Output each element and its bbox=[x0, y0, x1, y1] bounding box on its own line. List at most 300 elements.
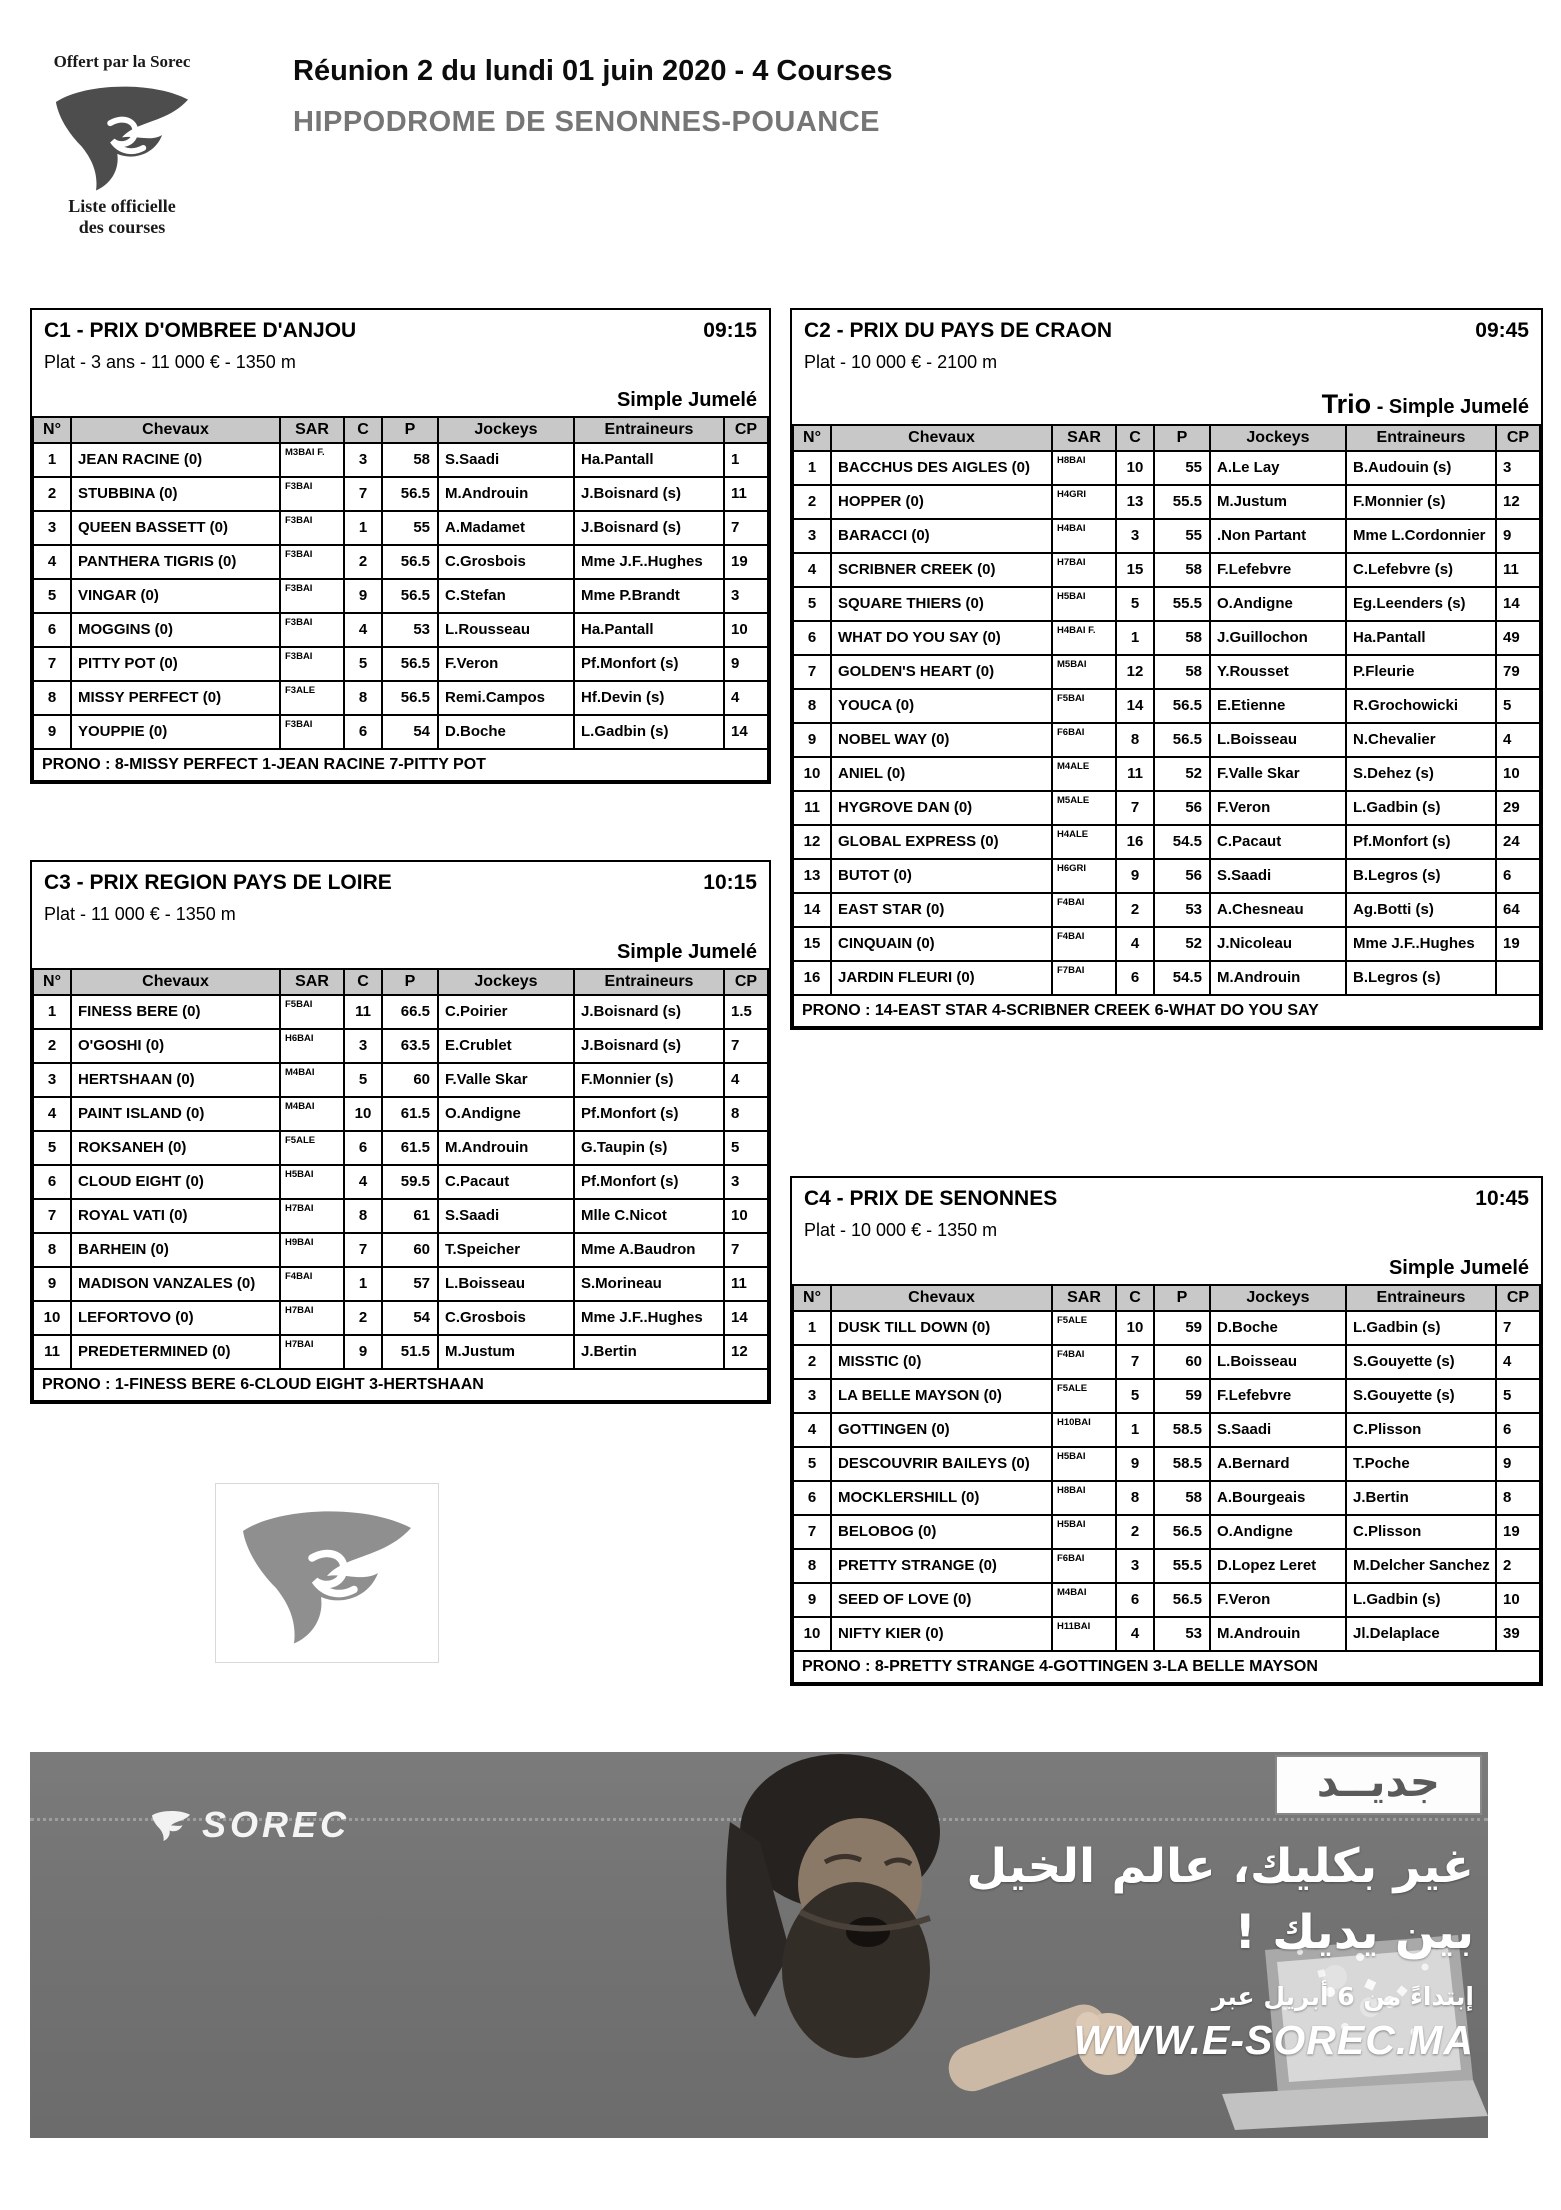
cp-value: 19 bbox=[1496, 1515, 1540, 1549]
poids-value: 66.5 bbox=[382, 995, 438, 1029]
cp-value: 12 bbox=[724, 1335, 768, 1369]
cp-value: 11 bbox=[724, 1267, 768, 1301]
table-row bbox=[793, 825, 1540, 859]
table-row bbox=[793, 587, 1540, 621]
jockey-name: M.Justum bbox=[438, 1335, 574, 1369]
column-header: C bbox=[1116, 1285, 1154, 1311]
sar-code: F3BAI bbox=[280, 715, 344, 749]
horse-number: 9 bbox=[33, 715, 71, 749]
trainer-name: M.Delcher Sanchez bbox=[1346, 1549, 1496, 1583]
horse-name: YOUPPIE (0) bbox=[71, 715, 280, 749]
table-row bbox=[793, 1379, 1540, 1413]
horse-name: BELOBOG (0) bbox=[831, 1515, 1052, 1549]
poids-value: 55.5 bbox=[1154, 1549, 1210, 1583]
corde-value: 7 bbox=[1116, 1345, 1154, 1379]
race-title-row bbox=[44, 871, 757, 895]
poids-value: 55 bbox=[382, 511, 438, 545]
logo-caption-line1: Liste officielle bbox=[68, 196, 176, 216]
jockey-name: Remi.Campos bbox=[438, 681, 574, 715]
sar-code: H4BAI bbox=[1052, 519, 1116, 553]
corde-value: 10 bbox=[1116, 1311, 1154, 1345]
table-row bbox=[793, 927, 1540, 961]
race-conditions: Plat - 10 000 € - 2100 m bbox=[804, 352, 998, 372]
poids-value: 55 bbox=[1154, 451, 1210, 485]
trainer-name: F.Monnier (s) bbox=[574, 1063, 724, 1097]
horse-name: BARHEIN (0) bbox=[71, 1233, 280, 1267]
corde-value: 6 bbox=[1116, 1583, 1154, 1617]
horse-name: HERTSHAAN (0) bbox=[71, 1063, 280, 1097]
table-row bbox=[793, 621, 1540, 655]
trainer-name: L.Gadbin (s) bbox=[1346, 1583, 1496, 1617]
column-header: SAR bbox=[280, 969, 344, 995]
jockey-name: O.Andigne bbox=[438, 1097, 574, 1131]
jockey-name: D.Boche bbox=[438, 715, 574, 749]
prono-row bbox=[793, 995, 1540, 1027]
horse-name: NOBEL WAY (0) bbox=[831, 723, 1052, 757]
jockey-name: L.Rousseau bbox=[438, 613, 574, 647]
corde-value: 8 bbox=[344, 681, 382, 715]
sar-code: H9BAI bbox=[280, 1233, 344, 1267]
sar-code: H11BAI bbox=[1052, 1617, 1116, 1651]
trainer-name: Mme P.Brandt bbox=[574, 579, 724, 613]
jockey-name: S.Saadi bbox=[438, 443, 574, 477]
sar-code: M3BAI F. bbox=[280, 443, 344, 477]
corde-value: 14 bbox=[1116, 689, 1154, 723]
trainer-name: Mme L.Cordonnier bbox=[1346, 519, 1496, 553]
horse-name: VINGAR (0) bbox=[71, 579, 280, 613]
trainer-name: Ag.Botti (s) bbox=[1346, 893, 1496, 927]
table-row bbox=[793, 859, 1540, 893]
jockey-name: C.Pacaut bbox=[438, 1165, 574, 1199]
column-header: CP bbox=[724, 969, 768, 995]
horse-name: HYGROVE DAN (0) bbox=[831, 791, 1052, 825]
horse-name: SQUARE THIERS (0) bbox=[831, 587, 1052, 621]
race-panel-c1 bbox=[30, 308, 771, 784]
horse-name: CINQUAIN (0) bbox=[831, 927, 1052, 961]
corde-value: 8 bbox=[1116, 723, 1154, 757]
column-header: C bbox=[344, 969, 382, 995]
horse-name: ANIEL (0) bbox=[831, 757, 1052, 791]
column-header: CP bbox=[1496, 1285, 1540, 1311]
horse-number: 3 bbox=[793, 1379, 831, 1413]
horse-name: GLOBAL EXPRESS (0) bbox=[831, 825, 1052, 859]
jockey-name: J.Guillochon bbox=[1210, 621, 1346, 655]
column-header: Entraineurs bbox=[1346, 425, 1496, 451]
horse-name: MISSY PERFECT (0) bbox=[71, 681, 280, 715]
horse-number: 5 bbox=[33, 579, 71, 613]
table-row bbox=[793, 961, 1540, 995]
race-conditions: Plat - 10 000 € - 1350 m bbox=[804, 1220, 998, 1240]
table-header-row bbox=[793, 425, 1540, 451]
corde-value: 8 bbox=[1116, 1481, 1154, 1515]
table-row bbox=[33, 613, 768, 647]
horse-name: DESCOUVRIR BAILEYS (0) bbox=[831, 1447, 1052, 1481]
corde-value: 6 bbox=[344, 715, 382, 749]
sar-code: H6BAI bbox=[280, 1029, 344, 1063]
table-row bbox=[793, 485, 1540, 519]
horse-number: 8 bbox=[793, 1549, 831, 1583]
column-header: Jockeys bbox=[1210, 425, 1346, 451]
poids-value: 54 bbox=[382, 1301, 438, 1335]
banner-arabic-line1: غير بكليك، عالم الخيل bbox=[966, 1839, 1474, 1894]
bet-type-trio: Trio bbox=[1321, 389, 1372, 419]
trainer-name: Eg.Leenders (s) bbox=[1346, 587, 1496, 621]
corde-value: 3 bbox=[344, 1029, 382, 1063]
trainer-name: C.Plisson bbox=[1346, 1413, 1496, 1447]
horse-name: NIFTY KIER (0) bbox=[831, 1617, 1052, 1651]
column-header: C bbox=[344, 417, 382, 443]
poids-value: 58.5 bbox=[1154, 1413, 1210, 1447]
corde-value: 9 bbox=[1116, 859, 1154, 893]
corde-value: 1 bbox=[1116, 1413, 1154, 1447]
sar-code: F6BAI bbox=[1052, 723, 1116, 757]
cp-value: 10 bbox=[1496, 1583, 1540, 1617]
trainer-name: J.Boisnard (s) bbox=[574, 477, 724, 511]
horse-number: 7 bbox=[793, 1515, 831, 1549]
corde-value: 2 bbox=[344, 545, 382, 579]
cp-value: 3 bbox=[1496, 451, 1540, 485]
table-header-row bbox=[33, 969, 768, 995]
trainer-name: Mme J.F..Hughes bbox=[574, 545, 724, 579]
table-row bbox=[33, 1267, 768, 1301]
table-row bbox=[793, 1311, 1540, 1345]
trainer-name: Mme J.F..Hughes bbox=[1346, 927, 1496, 961]
horse-name: JEAN RACINE (0) bbox=[71, 443, 280, 477]
horse-name: SCRIBNER CREEK (0) bbox=[831, 553, 1052, 587]
jockey-name: M.Androuin bbox=[1210, 961, 1346, 995]
column-header: P bbox=[382, 969, 438, 995]
trainer-name: C.Plisson bbox=[1346, 1515, 1496, 1549]
corde-value: 2 bbox=[1116, 893, 1154, 927]
corde-value: 8 bbox=[344, 1199, 382, 1233]
poids-value: 60 bbox=[1154, 1345, 1210, 1379]
sar-code: F5BAI bbox=[280, 995, 344, 1029]
poids-value: 54.5 bbox=[1154, 961, 1210, 995]
jockey-name: E.Etienne bbox=[1210, 689, 1346, 723]
horse-number: 9 bbox=[793, 1583, 831, 1617]
trainer-name: B.Legros (s) bbox=[1346, 961, 1496, 995]
column-header: Jockeys bbox=[1210, 1285, 1346, 1311]
corde-value: 11 bbox=[1116, 757, 1154, 791]
cp-value: 10 bbox=[724, 613, 768, 647]
race-title-row bbox=[804, 1187, 1529, 1211]
column-header: P bbox=[1154, 1285, 1210, 1311]
trainer-name: R.Grochowicki bbox=[1346, 689, 1496, 723]
prono-row bbox=[33, 749, 768, 781]
race-header bbox=[792, 1178, 1541, 1284]
corde-value: 9 bbox=[344, 579, 382, 613]
horse-number: 6 bbox=[33, 613, 71, 647]
horse-name: JARDIN FLEURI (0) bbox=[831, 961, 1052, 995]
cp-value: 29 bbox=[1496, 791, 1540, 825]
trainer-name: B.Legros (s) bbox=[1346, 859, 1496, 893]
corde-value: 1 bbox=[1116, 621, 1154, 655]
jockey-name: F.Valle Skar bbox=[438, 1063, 574, 1097]
cp-value: 1.5 bbox=[724, 995, 768, 1029]
jockey-name: F.Veron bbox=[1210, 791, 1346, 825]
horse-number: 6 bbox=[33, 1165, 71, 1199]
horse-number: 7 bbox=[793, 655, 831, 689]
column-header: Chevaux bbox=[831, 1285, 1052, 1311]
cp-value bbox=[1496, 961, 1540, 995]
race-conditions: Plat - 11 000 € - 1350 m bbox=[44, 904, 236, 924]
trainer-name: Ha.Pantall bbox=[1346, 621, 1496, 655]
horse-name: QUEEN BASSETT (0) bbox=[71, 511, 280, 545]
cp-value: 3 bbox=[724, 579, 768, 613]
sar-code: H4GRI bbox=[1052, 485, 1116, 519]
horse-number: 1 bbox=[33, 443, 71, 477]
bet-type-simple: - Simple Jumelé bbox=[1371, 396, 1529, 418]
sar-code: H8BAI bbox=[1052, 451, 1116, 485]
jockey-name: A.Bernard bbox=[1210, 1447, 1346, 1481]
sar-code: F5ALE bbox=[1052, 1311, 1116, 1345]
corde-value: 4 bbox=[344, 613, 382, 647]
trainer-name: S.Dehez (s) bbox=[1346, 757, 1496, 791]
trainer-name: B.Audouin (s) bbox=[1346, 451, 1496, 485]
poids-value: 63.5 bbox=[382, 1029, 438, 1063]
corde-value: 5 bbox=[344, 1063, 382, 1097]
trainer-name: L.Gadbin (s) bbox=[574, 715, 724, 749]
poids-value: 56.5 bbox=[382, 579, 438, 613]
table-row bbox=[33, 1029, 768, 1063]
poids-value: 57 bbox=[382, 1267, 438, 1301]
poids-value: 58 bbox=[1154, 621, 1210, 655]
trainer-name: Ha.Pantall bbox=[574, 613, 724, 647]
cp-value: 7 bbox=[724, 1233, 768, 1267]
horse-number: 8 bbox=[33, 1233, 71, 1267]
sar-code: F3BAI bbox=[280, 545, 344, 579]
poids-value: 56 bbox=[1154, 791, 1210, 825]
poids-value: 58 bbox=[1154, 655, 1210, 689]
sar-code: F7BAI bbox=[1052, 961, 1116, 995]
trainer-name: L.Gadbin (s) bbox=[1346, 1311, 1496, 1345]
table-row bbox=[793, 553, 1540, 587]
prono-text: PRONO : 8-PRETTY STRANGE 4-GOTTINGEN 3-LA BELLE MAYSON bbox=[793, 1651, 1540, 1683]
sar-code: F5BAI bbox=[1052, 689, 1116, 723]
horse-number: 1 bbox=[793, 451, 831, 485]
poids-value: 59 bbox=[1154, 1379, 1210, 1413]
poids-value: 54.5 bbox=[1154, 825, 1210, 859]
horse-name: PAINT ISLAND (0) bbox=[71, 1097, 280, 1131]
corde-value: 3 bbox=[344, 443, 382, 477]
race-panel-c3 bbox=[30, 860, 771, 1404]
race-time: 10:45 bbox=[1475, 1187, 1529, 1210]
logo-caption-line2: des courses bbox=[78, 216, 166, 237]
corde-value: 3 bbox=[1116, 519, 1154, 553]
poids-value: 53 bbox=[382, 613, 438, 647]
prono-text: PRONO : 14-EAST STAR 4-SCRIBNER CREEK 6-WHAT DO YOU SAY bbox=[793, 995, 1540, 1027]
sar-code: H5BAI bbox=[1052, 587, 1116, 621]
horses-table bbox=[792, 424, 1541, 1028]
corde-value: 9 bbox=[1116, 1447, 1154, 1481]
horse-number: 8 bbox=[33, 681, 71, 715]
jockey-name: M.Androuin bbox=[438, 1131, 574, 1165]
column-header: P bbox=[382, 417, 438, 443]
cp-value: 10 bbox=[1496, 757, 1540, 791]
poids-value: 54 bbox=[382, 715, 438, 749]
horse-name: MISSTIC (0) bbox=[831, 1345, 1052, 1379]
trainer-name: Jl.Delaplace bbox=[1346, 1617, 1496, 1651]
corde-value: 4 bbox=[1116, 927, 1154, 961]
cp-value: 12 bbox=[1496, 485, 1540, 519]
jockey-name: S.Saadi bbox=[1210, 1413, 1346, 1447]
sar-code: F3BAI bbox=[280, 477, 344, 511]
corde-value: 16 bbox=[1116, 825, 1154, 859]
horse-number: 6 bbox=[793, 621, 831, 655]
horse-name: PANTHERA TIGRIS (0) bbox=[71, 545, 280, 579]
horse-number: 4 bbox=[793, 1413, 831, 1447]
trainer-name: Pf.Monfort (s) bbox=[574, 647, 724, 681]
jockey-name: C.Grosbois bbox=[438, 545, 574, 579]
cp-value: 7 bbox=[1496, 1311, 1540, 1345]
table-header-row bbox=[793, 1285, 1540, 1311]
race-title: C4 - PRIX DE SENONNES bbox=[804, 1187, 1058, 1210]
horse-number: 4 bbox=[793, 553, 831, 587]
horse-number: 7 bbox=[33, 647, 71, 681]
race-header bbox=[32, 862, 769, 968]
table-row bbox=[793, 1583, 1540, 1617]
poids-value: 58 bbox=[382, 443, 438, 477]
jockey-name: M.Justum bbox=[1210, 485, 1346, 519]
table-row bbox=[793, 1413, 1540, 1447]
table-row bbox=[793, 519, 1540, 553]
horse-number: 3 bbox=[33, 1063, 71, 1097]
poids-value: 52 bbox=[1154, 927, 1210, 961]
jockey-name: L.Boisseau bbox=[1210, 723, 1346, 757]
cp-value: 8 bbox=[724, 1097, 768, 1131]
corde-value: 7 bbox=[1116, 791, 1154, 825]
poids-value: 52 bbox=[1154, 757, 1210, 791]
sorec-logo-block bbox=[32, 52, 212, 237]
horse-name: DUSK TILL DOWN (0) bbox=[831, 1311, 1052, 1345]
horse-name: MOCKLERSHILL (0) bbox=[831, 1481, 1052, 1515]
cp-value: 7 bbox=[724, 511, 768, 545]
jockey-name: L.Boisseau bbox=[438, 1267, 574, 1301]
jockey-name: J.Nicoleau bbox=[1210, 927, 1346, 961]
horse-name: GOLDEN'S HEART (0) bbox=[831, 655, 1052, 689]
horse-name: HOPPER (0) bbox=[831, 485, 1052, 519]
cp-value: 4 bbox=[724, 1063, 768, 1097]
cp-value: 10 bbox=[724, 1199, 768, 1233]
table-row bbox=[793, 1549, 1540, 1583]
corde-value: 4 bbox=[1116, 1617, 1154, 1651]
horse-name: PRETTY STRANGE (0) bbox=[831, 1549, 1052, 1583]
sar-code: F3BAI bbox=[280, 647, 344, 681]
cp-value: 49 bbox=[1496, 621, 1540, 655]
jockey-name: Y.Rousset bbox=[1210, 655, 1346, 689]
table-row bbox=[793, 1345, 1540, 1379]
horse-number: 5 bbox=[33, 1131, 71, 1165]
sar-code: F3BAI bbox=[280, 613, 344, 647]
cp-value: 5 bbox=[1496, 1379, 1540, 1413]
poids-value: 56.5 bbox=[1154, 1583, 1210, 1617]
corde-value: 2 bbox=[1116, 1515, 1154, 1549]
corde-value: 1 bbox=[344, 511, 382, 545]
column-header: Chevaux bbox=[831, 425, 1052, 451]
table-row bbox=[793, 1481, 1540, 1515]
race-conditions: Plat - 3 ans - 11 000 € - 1350 m bbox=[44, 352, 296, 372]
horse-number: 8 bbox=[793, 689, 831, 723]
jockey-name: C.Poirier bbox=[438, 995, 574, 1029]
horses-table bbox=[792, 1284, 1541, 1684]
horse-name: O'GOSHI (0) bbox=[71, 1029, 280, 1063]
jockey-name: S.Saadi bbox=[438, 1199, 574, 1233]
corde-value: 5 bbox=[1116, 1379, 1154, 1413]
corde-value: 5 bbox=[1116, 587, 1154, 621]
race-header bbox=[32, 310, 769, 416]
sar-code: H6GRI bbox=[1052, 859, 1116, 893]
cp-value: 64 bbox=[1496, 893, 1540, 927]
cp-value: 11 bbox=[724, 477, 768, 511]
table-row bbox=[793, 893, 1540, 927]
poids-value: 56.5 bbox=[1154, 689, 1210, 723]
corde-value: 7 bbox=[344, 477, 382, 511]
horse-number: 1 bbox=[793, 1311, 831, 1345]
horse-number: 5 bbox=[793, 1447, 831, 1481]
horse-name: FINESS BERE (0) bbox=[71, 995, 280, 1029]
poids-value: 56.5 bbox=[382, 545, 438, 579]
poids-value: 55.5 bbox=[1154, 587, 1210, 621]
sorec-swoosh-icon bbox=[232, 1498, 422, 1648]
jockey-name: A.Le Lay bbox=[1210, 451, 1346, 485]
cp-value: 4 bbox=[1496, 723, 1540, 757]
table-row bbox=[33, 1097, 768, 1131]
horse-number: 10 bbox=[793, 1617, 831, 1651]
sar-code: H7BAI bbox=[280, 1301, 344, 1335]
table-row bbox=[33, 443, 768, 477]
jockey-name: F.Valle Skar bbox=[1210, 757, 1346, 791]
jockey-name: O.Andigne bbox=[1210, 1515, 1346, 1549]
trainer-name: S.Morineau bbox=[574, 1267, 724, 1301]
column-header: N° bbox=[33, 969, 71, 995]
sar-code: F4BAI bbox=[280, 1267, 344, 1301]
column-header: SAR bbox=[1052, 1285, 1116, 1311]
jockey-name: E.Crublet bbox=[438, 1029, 574, 1063]
banner-text-block bbox=[966, 1834, 1474, 2064]
banner-url: WWW.E-SOREC.MA bbox=[1073, 2016, 1474, 2063]
jockey-name: F.Lefebvre bbox=[1210, 553, 1346, 587]
horse-number: 11 bbox=[793, 791, 831, 825]
prono-row bbox=[33, 1369, 768, 1401]
sar-code: F4BAI bbox=[1052, 927, 1116, 961]
table-row bbox=[793, 757, 1540, 791]
cp-value: 14 bbox=[724, 1301, 768, 1335]
corde-value: 7 bbox=[344, 1233, 382, 1267]
table-header-row bbox=[33, 417, 768, 443]
column-header: Jockeys bbox=[438, 969, 574, 995]
corde-value: 6 bbox=[1116, 961, 1154, 995]
table-row bbox=[33, 1063, 768, 1097]
horse-name: LEFORTOVO (0) bbox=[71, 1301, 280, 1335]
corde-value: 15 bbox=[1116, 553, 1154, 587]
horse-name: ROKSANEH (0) bbox=[71, 1131, 280, 1165]
horse-name: WHAT DO YOU SAY (0) bbox=[831, 621, 1052, 655]
horse-name: GOTTINGEN (0) bbox=[831, 1413, 1052, 1447]
cp-value: 8 bbox=[1496, 1481, 1540, 1515]
sar-code: F4BAI bbox=[1052, 893, 1116, 927]
cp-value: 5 bbox=[724, 1131, 768, 1165]
horse-number: 4 bbox=[33, 545, 71, 579]
trainer-name: J.Bertin bbox=[574, 1335, 724, 1369]
trainer-name: Pf.Monfort (s) bbox=[1346, 825, 1496, 859]
horse-name: EAST STAR (0) bbox=[831, 893, 1052, 927]
sar-code: M4BAI bbox=[1052, 1583, 1116, 1617]
table-row bbox=[793, 1617, 1540, 1651]
jockey-name: F.Veron bbox=[1210, 1583, 1346, 1617]
horse-number: 2 bbox=[793, 485, 831, 519]
poids-value: 59.5 bbox=[382, 1165, 438, 1199]
corde-value: 4 bbox=[344, 1165, 382, 1199]
